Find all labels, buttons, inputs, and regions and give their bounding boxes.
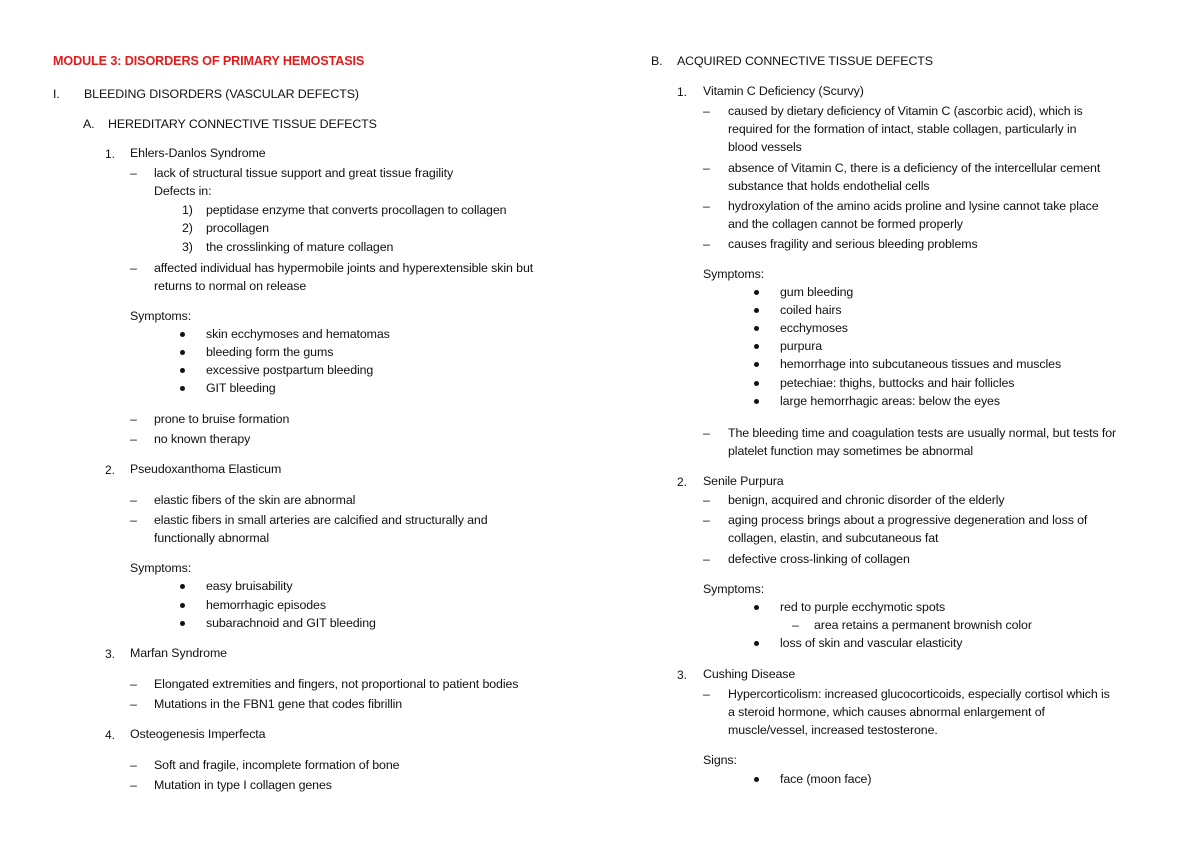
symptoms-heading: Symptoms: <box>703 582 765 596</box>
list-item: bleeding form the gums <box>206 345 334 359</box>
description-line: aging process brings about a progressive degeneration and loss of <box>728 513 1088 527</box>
dash-marker: – <box>703 199 710 213</box>
section-letter: A. <box>83 117 95 131</box>
section-heading: HEREDITARY CONNECTIVE TISSUE DEFECTS <box>108 117 377 131</box>
disorder-heading: Vitamin C Deficiency (Scurvy) <box>703 84 864 98</box>
item-number: 2. <box>677 475 688 489</box>
list-item: GIT bleeding <box>206 381 276 395</box>
description-line: Mutations in the FBN1 gene that codes fibrillin <box>154 697 403 711</box>
section-heading: ACQUIRED CONNECTIVE TISSUE DEFECTS <box>677 54 933 68</box>
description-line: and the collagen cannot be formed properly <box>728 217 963 231</box>
description-line: required for the formation of intact, stable collagen, particularly in <box>728 122 1077 136</box>
list-item: large hemorrhagic areas: below the eyes <box>780 394 1000 408</box>
disorder-heading: Senile Purpura <box>703 474 784 488</box>
dash-marker: – <box>792 618 799 632</box>
description-line: returns to normal on release <box>154 279 307 293</box>
description-line: prone to bruise formation <box>154 412 290 426</box>
description-line: collagen, elastin, and subcutaneous fat <box>728 531 939 545</box>
bullet-icon <box>754 605 759 610</box>
dash-marker: – <box>130 166 137 180</box>
dash-marker: – <box>130 697 137 711</box>
description-line: Soft and fragile, incomplete formation of bone <box>154 758 400 772</box>
dash-marker: – <box>703 426 710 440</box>
dash-marker: – <box>130 261 137 275</box>
list-item: the crosslinking of mature collagen <box>206 240 394 254</box>
signs-heading: Signs: <box>703 753 737 767</box>
description-line: caused by dietary deficiency of Vitamin C (ascorbic acid), which is <box>728 104 1083 118</box>
part-heading: BLEEDING DISORDERS (VASCULAR DEFECTS) <box>84 87 359 101</box>
dash-marker: – <box>130 432 137 446</box>
description-line: blood vessels <box>728 140 802 154</box>
symptoms-heading: Symptoms: <box>130 561 192 575</box>
list-item: hemorrhage into subcutaneous tissues and muscles <box>780 357 1062 371</box>
list-item: subarachnoid and GIT bleeding <box>206 616 376 630</box>
bullet-icon <box>180 332 185 337</box>
disorder-heading: Ehlers-Danlos Syndrome <box>130 146 266 160</box>
bullet-icon <box>754 362 759 367</box>
disorder-heading: Pseudoxanthoma Elasticum <box>130 462 282 476</box>
dash-marker: – <box>703 513 710 527</box>
list-item: petechiae: thighs, buttocks and hair follicles <box>780 376 1015 390</box>
bullet-icon <box>754 344 759 349</box>
dash-marker: – <box>130 778 137 792</box>
item-number: 1. <box>677 85 688 99</box>
dash-marker: – <box>703 552 710 566</box>
dash-marker: – <box>703 161 710 175</box>
dash-marker: – <box>130 513 137 527</box>
dash-marker: – <box>703 687 710 701</box>
list-item: face (moon face) <box>780 772 872 786</box>
list-item: hemorrhagic episodes <box>206 598 326 612</box>
bullet-icon <box>180 621 185 626</box>
item-number: 3. <box>105 647 116 661</box>
disorder-heading: Osteogenesis Imperfecta <box>130 727 266 741</box>
description-line: substance that holds endothelial cells <box>728 179 930 193</box>
bullet-icon <box>180 368 185 373</box>
dash-marker: – <box>130 758 137 772</box>
description-line: Hypercorticolism: increased glucocorticoids, especially cortisol which is <box>728 687 1110 701</box>
disorder-heading: Marfan Syndrome <box>130 646 227 660</box>
bullet-icon <box>180 584 185 589</box>
list-item: skin ecchymoses and hematomas <box>206 327 390 341</box>
symptoms-heading: Symptoms: <box>703 267 765 281</box>
list-item: purpura <box>780 339 823 353</box>
list-subitem: area retains a permanent brownish color <box>814 618 1032 632</box>
item-number: 2. <box>105 463 116 477</box>
description-line: defective cross-linking of collagen <box>728 552 910 566</box>
bullet-icon <box>754 399 759 404</box>
description-line: elastic fibers of the skin are abnormal <box>154 493 356 507</box>
bullet-icon <box>754 326 759 331</box>
section-letter: B. <box>651 54 663 68</box>
item-number: 1. <box>105 147 116 161</box>
dash-marker: – <box>130 493 137 507</box>
description-line: elastic fibers in small arteries are calcified and structurally and <box>154 513 488 527</box>
description-line: hydroxylation of the amino acids proline and lysine cannot take place <box>728 199 1099 213</box>
dash-marker: – <box>130 412 137 426</box>
bullet-icon <box>754 290 759 295</box>
description-line: causes fragility and serious bleeding problems <box>728 237 978 251</box>
list-number: 2) <box>182 221 193 235</box>
part-number: I. <box>53 87 60 101</box>
list-number: 1) <box>182 203 193 217</box>
description-line: The bleeding time and coagulation tests are usually normal, but tests for <box>728 426 1117 440</box>
subheading: Defects in: <box>154 184 212 198</box>
description-line: functionally abnormal <box>154 531 269 545</box>
description-line: muscle/vessel, increased testosterone. <box>728 723 938 737</box>
description-line: Elongated extremities and fingers, not proportional to patient bodies <box>154 677 519 691</box>
dash-marker: – <box>703 237 710 251</box>
description-line: absence of Vitamin C, there is a deficiency of the intercellular cement <box>728 161 1101 175</box>
symptoms-heading: Symptoms: <box>130 309 192 323</box>
item-number: 3. <box>677 668 688 682</box>
description-line: a steroid hormone, which causes abnormal enlargement of <box>728 705 1045 719</box>
bullet-icon <box>180 603 185 608</box>
list-number: 3) <box>182 240 193 254</box>
bullet-icon <box>754 641 759 646</box>
document-title: MODULE 3: DISORDERS OF PRIMARY HEMOSTASIS <box>53 54 365 68</box>
list-item: red to purple ecchymotic spots <box>780 600 946 614</box>
dash-marker: – <box>130 677 137 691</box>
description-line: benign, acquired and chronic disorder of the elderly <box>728 493 1005 507</box>
list-item: procollagen <box>206 221 269 235</box>
list-item: ecchymoses <box>780 321 848 335</box>
description-line: affected individual has hypermobile joints and hyperextensible skin but <box>154 261 534 275</box>
list-item: peptidase enzyme that converts procollagen to collagen <box>206 203 507 217</box>
bullet-icon <box>180 350 185 355</box>
description-line: no known therapy <box>154 432 251 446</box>
description-line: platelet function may sometimes be abnormal <box>728 444 974 458</box>
dash-marker: – <box>703 493 710 507</box>
dash-marker: – <box>703 104 710 118</box>
list-item: easy bruisability <box>206 579 293 593</box>
list-item: coiled hairs <box>780 303 842 317</box>
list-item: loss of skin and vascular elasticity <box>780 636 963 650</box>
item-number: 4. <box>105 728 116 742</box>
bullet-icon <box>180 386 185 391</box>
description-line: lack of structural tissue support and great tissue fragility <box>154 166 454 180</box>
bullet-icon <box>754 777 759 782</box>
bullet-icon <box>754 308 759 313</box>
disorder-heading: Cushing Disease <box>703 667 796 681</box>
list-item: excessive postpartum bleeding <box>206 363 374 377</box>
bullet-icon <box>754 381 759 386</box>
list-item: gum bleeding <box>780 285 854 299</box>
description-line: Mutation in type I collagen genes <box>154 778 332 792</box>
